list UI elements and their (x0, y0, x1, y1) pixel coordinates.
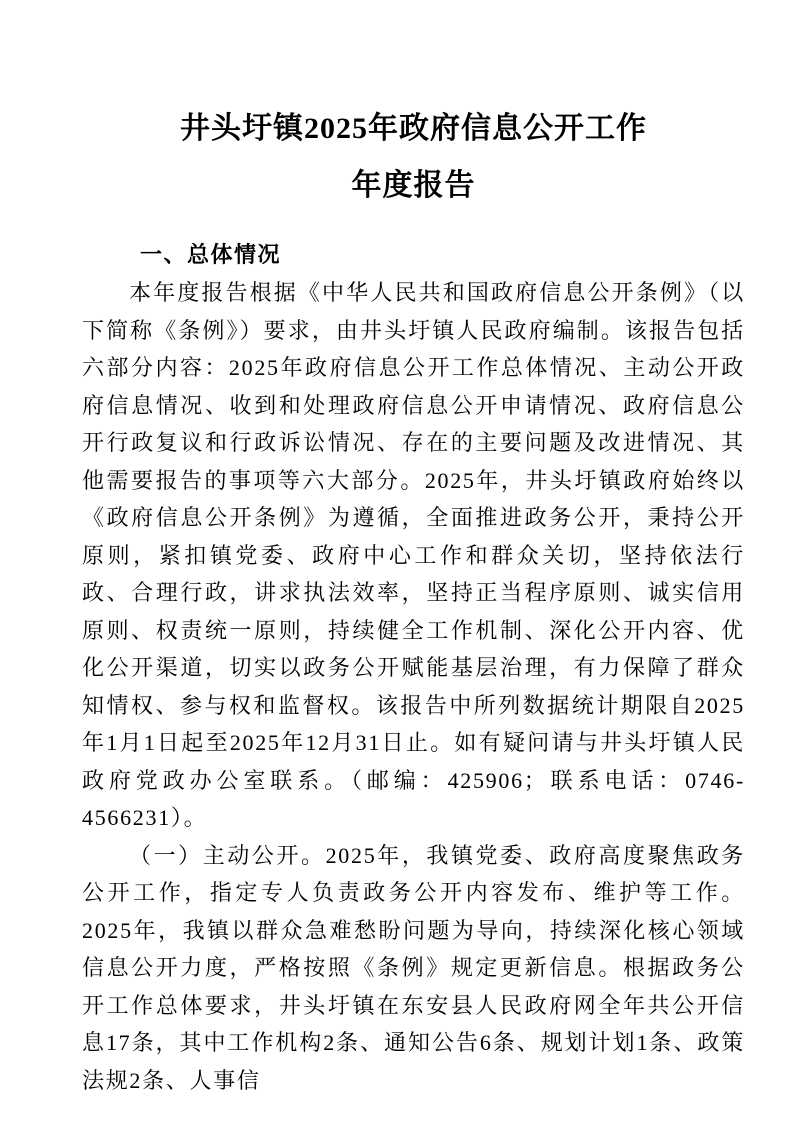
section-heading-overall-situation: 一、总体情况 (140, 242, 282, 267)
paragraph-proactive-disclosure: （一）主动公开。2025年，我镇党委、政府高度聚焦政务公开工作，指定专人负责政务公开内容发布、维护等工作。2025年，我镇以群众急难愁盼问题为导向，持续深化核心领域信息公开力度，严格按照《条例》规定更新信息。根据政务公开工作总体要求，井头圩镇在东安县人民政府网全年共公开信息17条，其中工作机构2条、通知公告6条、规划计划1条、政策法规2条、人事信 (82, 842, 745, 1093)
paragraph-overview: 本年度报告根据《中华人民共和国政府信息公开条例》（以下简称《条例》）要求，由井头圩镇人民政府编制。该报告包括六部分内容：2025年政府信息公开工作总体情况、主动公开政府信息情况、收到和处理政府信息公开申请情况、政府信息公开行政复议和行政诉讼情况、存在的主要问题及改进情况、其他需要报告的事项等六大部分。2025年，井头圩镇政府始终以《政府信息公开条例》为遵循，全面推进政务公开，秉持公开原则，紧扣镇党委、政府中心工作和群众关切，坚持依法行政、合理行政，讲求执法效率，坚持正当程序原则、诚实信用原则、权责统一原则，持续健全工作机制、深化公开内容、优化公开渠道，切实以政务公开赋能基层治理，有力保障了群众知情权、参与权和监督权。该报告中所列数据统计期限自2025年1月1日起至2025年12月31日止。如有疑问请与井头圩镇人民政府党政办公室联系。（邮编：425906；联系电话：0746-4566231）。 (82, 280, 745, 830)
document-title-line-1: 井头圩镇2025年政府信息公开工作 (180, 112, 647, 145)
document-body (82, 274, 745, 1099)
document-title-line-2: 年度报告 (351, 169, 476, 202)
document-title (82, 100, 745, 214)
